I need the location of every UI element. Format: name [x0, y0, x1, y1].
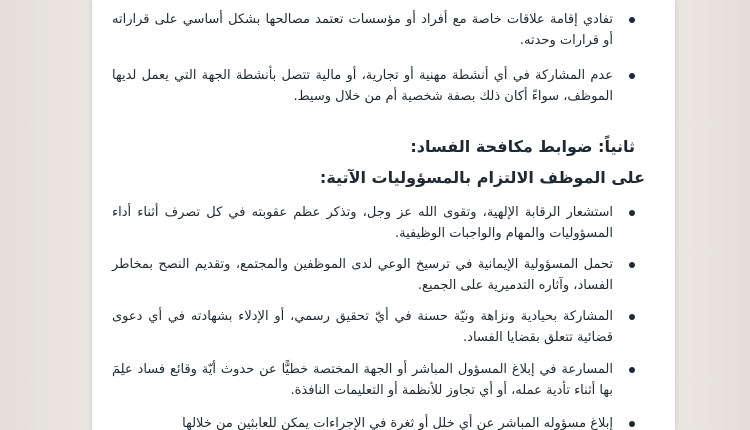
list-item-text: عدم المشاركة في أي أنشطة مهنية أو تجارية، أو مالية تتصل بأنشطة الجهة التي يعمل لديها الموظف، سواءً أكان ذلك بصفة شخصية أم من خلال وسيط.: [112, 68, 613, 104]
list-item-text: تفادي إقامة علاقات خاصة مع أفراد أو مؤسسات تعتمد مصالحها بشكل أساسي على قراراته أو قرارات وحدته.: [112, 12, 613, 48]
section-heading: ثانياً: ضوابط مكافحة الفساد:: [410, 137, 635, 156]
list-item-text: تحمل المسؤولية الإيمانية في ترسيخ الوعي لدى الموظفين والمجتمع، وتقديم النصح بمخاطر الفساد، وآثاره التدميرية على الجميع.: [112, 257, 613, 293]
list-item-text: المشاركة بحيادية ونزاهة ونيّة حسنة في أيّ تحقيق رسمي، أو الإدلاء بشهادته في أي دعوى قضائية تتعلق بقضايا الفساد.: [112, 309, 613, 345]
bullet-icon: [629, 421, 635, 427]
bullet-icon: [629, 17, 635, 23]
document-page: [92, 0, 675, 430]
right-background: [675, 0, 750, 430]
bullet-icon: [629, 262, 635, 268]
list-item-text: استشعار الرقابة الإلهية، وتقوى الله عز وجل، وتذكر عظم عقوبته في كل تصرف أثناء أداء المسؤوليات والمهام والواجبات الوظيفية.: [112, 205, 613, 241]
section-subheading: على الموظف الالتزام بالمسؤوليات الآتية:: [319, 168, 645, 187]
list-item-text: إبلاغ مسؤوله المباشر عن أي خلل أو ثغرة في الإجراءات يمكن للعابثين من خلالها: [182, 416, 613, 430]
bullet-icon: [629, 314, 635, 320]
left-background: [0, 0, 92, 430]
list-item-text: المسارعة في إبلاغ المسؤول المباشر أو الجهة المختصة خطيًّا عن حدوث أيّة وقائع فساد علِمَ بها أثناء تأدية عمله، أو أي تجاوز للأنظمة أو التعليمات النافذة.: [112, 362, 613, 398]
bullet-icon: [629, 367, 635, 373]
bullet-icon: [629, 73, 635, 79]
bullet-icon: [629, 210, 635, 216]
